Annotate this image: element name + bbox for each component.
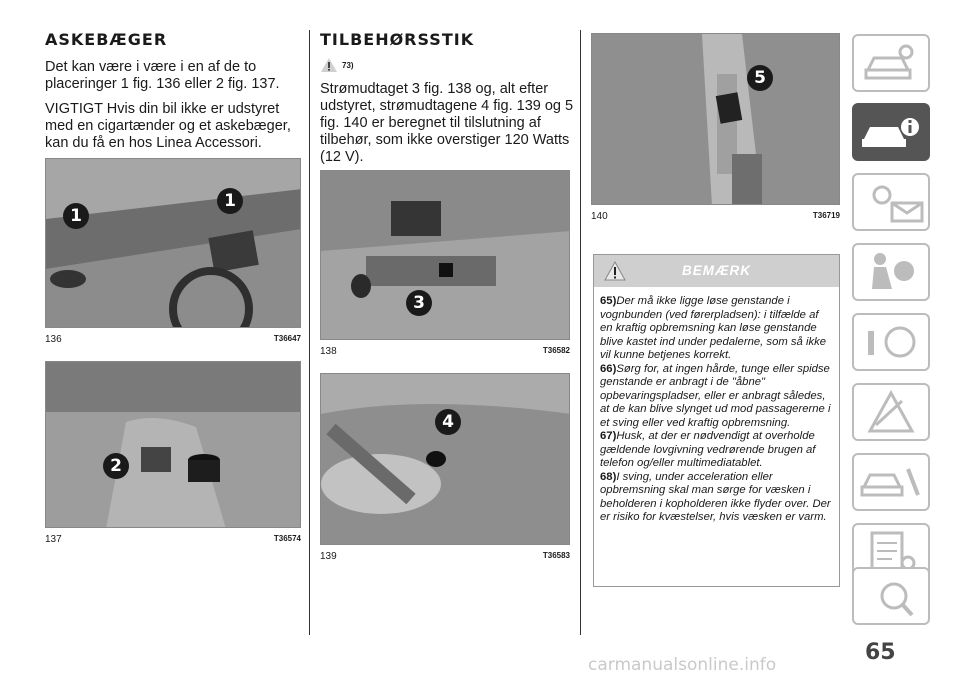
ashtray-important-paragraph: VIGTIGT Hvis din bil ikke er udstyret med en cigartænder og et askebæger, kan du få en hos Linea Accessori. [45, 101, 291, 151]
note-item-text: Der må ikke ligge løse genstande i vognbunden (ved førerpladsen): i tilfælde af en kraftig opbremsning kan løse genstande blive kastet ind under pedalerne, som så ikke vil kunne betjenes korrekt. [600, 295, 827, 361]
note-body [594, 287, 839, 525]
breakdown-icon [854, 385, 928, 439]
warning-note-ref [320, 57, 575, 73]
page-number: 65 [865, 640, 896, 665]
figure-code: T36647 [273, 334, 301, 343]
note-item-text: Sørg for, at ingen hårde, tunge eller spidse genstande er anbragt i de "åbne" opbevaringspladser, eller er anbragt således, at de kan blive slynget ud mod passagererne i et sving eller ved kraftig opbremsning. [600, 362, 831, 429]
sidebar-tab-index[interactable] [852, 567, 930, 625]
note-item [600, 363, 833, 431]
callout-1b: 1 [217, 188, 243, 214]
sidebar-tab-warning-lights[interactable] [852, 173, 930, 231]
note-item-number: 65) [600, 295, 617, 307]
figure-number: 140 [591, 211, 608, 222]
accessory-socket-paragraph: Strømudtaget 3 fig. 138 og, alt efter udstyret, strømudtagene 4 fig. 139 og 5 fig. 140 er beregnet til tilslutning af tilbehør, som ikke overstiger 120 Watts (12 V). [320, 81, 574, 165]
callout-1a: 1 [63, 203, 89, 229]
note-item [600, 430, 833, 471]
car-service-icon [854, 455, 928, 509]
sidebar-tab-steering-wheel[interactable] [852, 313, 930, 371]
figure-code: T36574 [273, 534, 301, 543]
column-divider [580, 30, 581, 635]
sidebar-tab-car-key[interactable] [852, 34, 930, 92]
sidebar-tab-car-service[interactable] [852, 453, 930, 511]
callout-3: 3 [406, 290, 432, 316]
figure-136-photo [45, 158, 301, 328]
note-item-number: 68) [600, 470, 617, 483]
figure-139-caption [320, 551, 570, 562]
figure-code: T36719 [812, 211, 840, 220]
note-header [594, 255, 839, 287]
figure-number: 138 [320, 346, 337, 357]
section-heading-accessory-socket: TILBEHØRSSTIK [320, 30, 475, 49]
car-key-icon [854, 36, 928, 90]
figure-number: 139 [320, 551, 337, 562]
figure-code: T36583 [542, 551, 570, 560]
note-item-number: 67) [600, 430, 617, 442]
column-divider [309, 30, 310, 635]
car-info-icon [854, 105, 928, 159]
ashtray-paragraph: Det kan være i være i en af de to placeringer 1 fig. 136 eller 2 fig. 137. [45, 59, 280, 92]
figure-number: 136 [45, 334, 62, 345]
note-item [600, 295, 833, 363]
note-item-text: Husk, at der er nødvendigt at overholde gældende lovgivning vedrørende brugen af telefon og/eller multimediatablet. [600, 430, 816, 469]
sidebar-tab-airbag[interactable] [852, 243, 930, 301]
sidebar-tab-car-info[interactable] [852, 103, 930, 161]
figure-139-photo [320, 373, 570, 545]
figure-code: T36582 [542, 346, 570, 355]
note-item-text: I sving, under acceleration eller opbremsning skal man sørge for væsken i beholderen i kopholderen ikke flyder over. Der er risiko for kvæstelser, hvis væsken er varm. [600, 470, 831, 523]
column-ashtray [45, 30, 300, 160]
figure-138-caption [320, 346, 570, 357]
section-heading-ashtray: ASKEBÆGER [45, 30, 168, 49]
note-ref-number: 73) [342, 60, 354, 70]
steering-wheel-icon [854, 315, 928, 369]
airbag-icon [854, 245, 928, 299]
figure-138 [320, 170, 570, 360]
sidebar-tab-breakdown[interactable] [852, 383, 930, 441]
note-item-number: 66) [600, 362, 617, 375]
column-accessory-socket [320, 30, 575, 174]
figure-140 [591, 33, 840, 228]
callout-2: 2 [103, 453, 129, 479]
figure-140-photo [591, 33, 840, 205]
warning-lights-icon [854, 175, 928, 229]
note-box [593, 254, 840, 587]
note-item [600, 471, 833, 525]
callout-4: 4 [435, 409, 461, 435]
figure-136 [45, 158, 301, 348]
warning-triangle-icon [320, 57, 338, 73]
figure-139 [320, 373, 570, 563]
figure-136-caption [45, 334, 301, 345]
note-title: BEMÆRK [682, 263, 751, 278]
figure-137-caption [45, 534, 301, 545]
figure-138-photo [320, 170, 570, 340]
figure-137 [45, 361, 301, 549]
figure-140-caption [591, 211, 840, 222]
index-icon [854, 569, 928, 623]
watermark: carmanualsonline.info [588, 655, 777, 675]
callout-5: 5 [747, 65, 773, 91]
figure-137-photo [45, 361, 301, 528]
figure-number: 137 [45, 534, 62, 545]
